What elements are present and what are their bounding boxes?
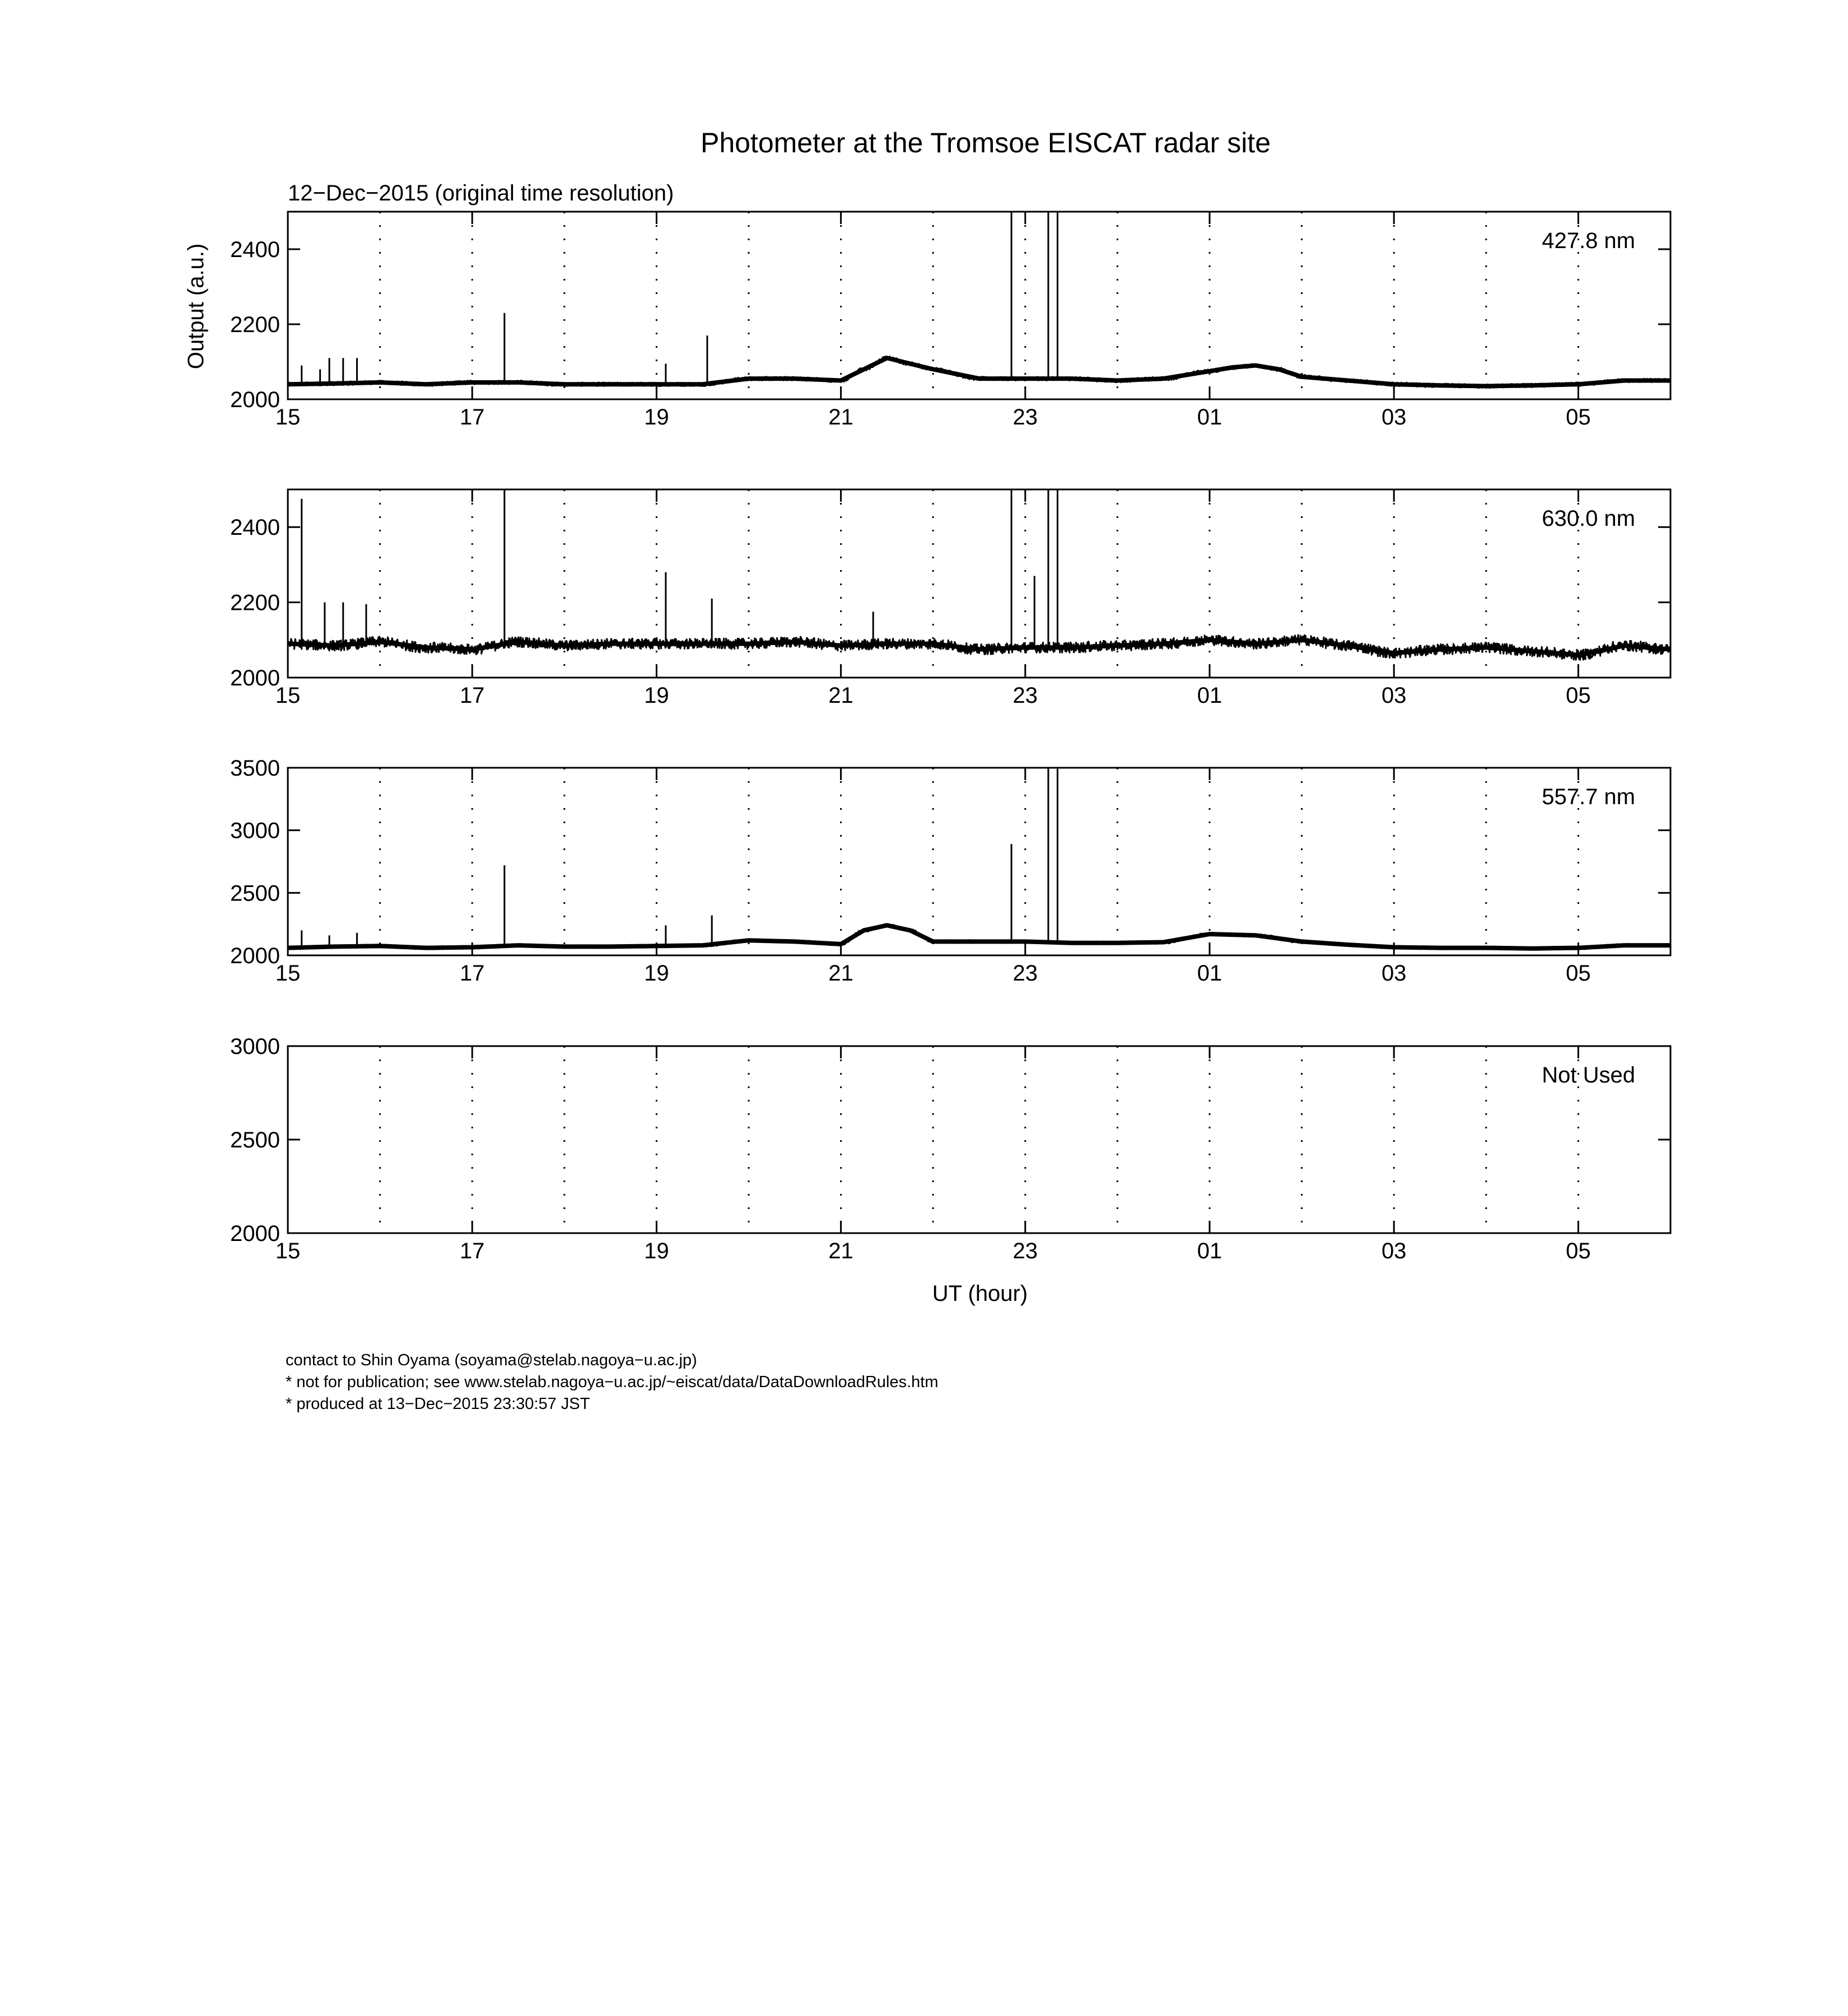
y-tick-label: 2400 <box>230 237 280 262</box>
x-tick-label: 23 <box>1012 1239 1038 1263</box>
panel-label: 557.7 nm <box>1542 785 1635 809</box>
x-tick-label: 17 <box>459 961 485 986</box>
x-tick-label: 17 <box>459 405 485 430</box>
x-tick-label: 17 <box>459 683 485 708</box>
panel-frame <box>288 768 1670 955</box>
x-tick-label: 17 <box>459 1239 485 1263</box>
x-tick-label: 21 <box>828 1239 853 1263</box>
x-tick-label: 21 <box>828 961 853 986</box>
footer-produced: * produced at 13−Dec−2015 23:30:57 JST <box>286 1395 590 1413</box>
chart-title: Photometer at the Tromsoe EISCAT radar site <box>700 127 1271 158</box>
panel-frame <box>288 212 1670 399</box>
x-tick-label: 15 <box>275 683 301 708</box>
x-tick-label: 03 <box>1381 961 1407 986</box>
x-tick-label: 01 <box>1197 961 1222 986</box>
x-tick-label: 19 <box>644 405 669 430</box>
y-tick-label: 2500 <box>230 1128 280 1152</box>
x-tick-label: 21 <box>828 683 853 708</box>
y-tick-label: 2400 <box>230 515 280 540</box>
y-tick-label: 2000 <box>230 944 280 968</box>
footer-notes <box>286 1350 939 1415</box>
y-tick-label: 2200 <box>230 590 280 615</box>
x-axis-label: UT (hour) <box>932 1281 1028 1306</box>
series-baseline <box>288 358 1670 386</box>
x-tick-label: 01 <box>1197 405 1222 430</box>
x-tick-label: 03 <box>1381 1239 1407 1263</box>
x-tick-label: 19 <box>644 1239 669 1263</box>
x-tick-label: 23 <box>1012 961 1038 986</box>
panel-1 <box>230 212 1670 430</box>
panel-3 <box>230 756 1670 986</box>
y-tick-label: 3000 <box>230 818 280 843</box>
series-baseline <box>288 925 1670 948</box>
x-tick-label: 01 <box>1197 683 1222 708</box>
x-tick-label: 15 <box>275 1239 301 1263</box>
y-tick-label: 2000 <box>230 1221 280 1246</box>
chart-subtitle: 12−Dec−2015 (original time resolution) <box>288 181 674 206</box>
panel-label: Not Used <box>1542 1063 1635 1088</box>
x-tick-label: 03 <box>1381 683 1407 708</box>
y-tick-label: 2500 <box>230 881 280 906</box>
panel-2 <box>230 489 1670 708</box>
x-tick-label: 05 <box>1566 683 1591 708</box>
x-tick-label: 19 <box>644 683 669 708</box>
x-tick-label: 21 <box>828 405 853 430</box>
y-tick-label: 2000 <box>230 666 280 690</box>
x-tick-label: 15 <box>275 961 301 986</box>
x-tick-label: 23 <box>1012 683 1038 708</box>
x-tick-label: 15 <box>275 405 301 430</box>
y-tick-label: 3500 <box>230 756 280 781</box>
x-tick-label: 05 <box>1566 1239 1591 1263</box>
y-tick-label: 3000 <box>230 1034 280 1059</box>
y-tick-label: 2200 <box>230 312 280 337</box>
panel-label: 427.8 nm <box>1542 228 1635 253</box>
x-tick-label: 19 <box>644 961 669 986</box>
series-group <box>288 489 1670 660</box>
footer-contact: contact to Shin Oyama (soyama@stelab.nagoya−u.ac.jp) <box>286 1351 697 1369</box>
x-tick-label: 05 <box>1566 405 1591 430</box>
series-group <box>288 768 1670 950</box>
panel-frame <box>288 1046 1670 1233</box>
y-tick-label: 2000 <box>230 388 280 412</box>
x-tick-label: 05 <box>1566 961 1591 986</box>
x-tick-label: 01 <box>1197 1239 1222 1263</box>
panel-label: 630.0 nm <box>1542 506 1635 531</box>
x-tick-label: 23 <box>1012 405 1038 430</box>
footer-publication-note: * not for publication; see www.stelab.nagoya−u.ac.jp/~eiscat/data/DataDownloadRules.htm <box>286 1373 939 1391</box>
x-tick-label: 03 <box>1381 405 1407 430</box>
series-group <box>288 212 1670 388</box>
panel-4 <box>230 1034 1670 1263</box>
y-axis-label: Output (a.u.) <box>184 243 208 370</box>
